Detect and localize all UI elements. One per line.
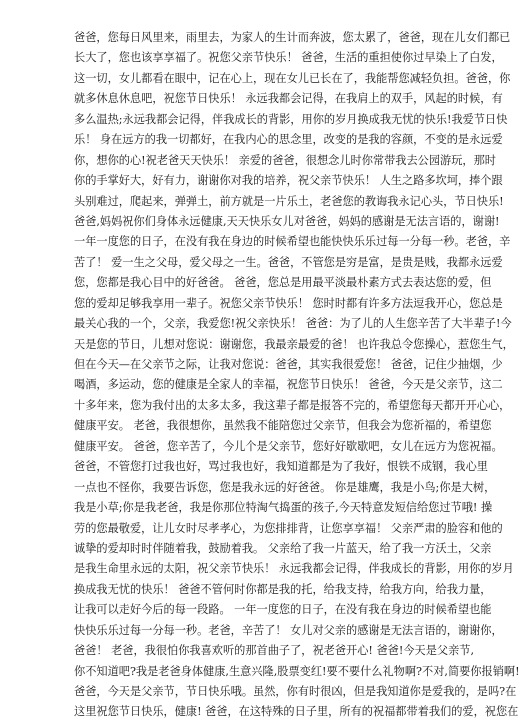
text-line: 您的爱却足够我享用一辈子。祝您父亲节快乐！ 您时时都有许多方法逗我开心，您总是 [74, 296, 503, 310]
text-line: 我是小草;你是我老爸，我是你那位特淘气捣蛋的孩子,今天特意发短信给您过节哦! 操 [74, 501, 493, 515]
text-line: 换成我无忧的快乐！ 爸爸不管何时你都是我的托，给我支持，给我方向，给我力量， [74, 582, 492, 596]
text-line: 头别难过，爬起来，弹弹土，前方就是一片乐土，老爸您的教诲我永记心头，节日快乐! [74, 194, 504, 208]
text-line: 长大了，您也该享享福了。祝您父亲节快乐！ 爸爸，生活的重担使你过早染上了白发， [74, 51, 503, 65]
text-line: 是我生命里永远的太阳，祝父亲节快乐！ 永远我都会记得，伴我成长的背影，用你的岁月 [74, 562, 514, 576]
text-line: 你的手掌好大，好有力，谢谢你对我的培养，祝父亲节快乐！ 人生之路多坎坷，捧个跟 [74, 174, 503, 188]
text-line: 天是您的节日，儿想对您说：谢谢您，我最亲最爱的爸！ 也许我总令您操心，惹您生气， [74, 337, 514, 351]
text-line: 爸爸，您每日风里来，雨里去，为家人的生计而奔波，您太累了，爸爸，现在儿女们都已 [74, 31, 511, 44]
text-line: 多么温热;永远我都会记得，伴我成长的背影，用你的岁月换成我无忧的快乐!我爱节日快 [74, 112, 508, 126]
text-line: 劳的您最敬爱，让儿女时尽孝孝心，为您排排背，让您享享福！ 父亲严肃的脸容和他的 [74, 521, 503, 535]
text-line: 健康平安。 老爸，我很想你，虽然我不能陪您过父亲节，但我会为您祈福的，希望您 [74, 419, 492, 433]
text-line: 最关心我的一个，父亲，我爱您!祝父亲快乐！ 爸爸：为了儿的人生您辛苦了大半辈子!今 [74, 317, 512, 331]
text-line: 但在今天—在父亲节之际，让我对您说：爸爸，其实我很爱您！ 爸爸，记住少抽烟，少 [74, 358, 503, 371]
text-line: 你不知道吧?我是老爸身体健康,生意兴隆,股票变红!要不要什么礼物啊?不对,简要你报销啊! [74, 664, 520, 678]
text-line: 喝酒，多运动，您的健康是全家人的幸福，祝您节日快乐！ 爸爸，今天是父亲节，这二 [74, 378, 503, 392]
text-line: 让我可以走好今后的每一段路。 一年一度您的日子，在没有我在身边的时候希望也能 [74, 603, 492, 617]
document-body [74, 28, 520, 723]
text-line: 诚挚的爱却时时伴随着我，鼓励着我。 父亲给了我一片蓝天，给了我一方沃土，父亲 [74, 541, 492, 555]
text-line: 您，您都是我心目中的好爸爸。 爸爸，您总是用最平淡最朴素方式去表达您的爱，但 [74, 276, 492, 290]
text-line: 爸爸，今天是父亲节，节日快乐哦。虽然，你有时很凶，但是我知道你是爱我的，是吗?在 [74, 685, 517, 698]
text-line: 快快乐乐过每一分每一秒。老爸，辛苦了！ 女儿对父亲的感谢是无法言语的，谢谢你， [74, 623, 503, 637]
text-line: 十多年来，您为我付出的太多太多，我这辈子都是报答不完的，希望您每天都开开心心， [74, 398, 511, 412]
text-line: 这一切，女儿都看在眼中，记在心上，现在女儿已长在了，我能帮您减轻负担。爸爸，你 [74, 71, 511, 85]
text-line: 爸爸！ 老爸，我很怕你我喜欢听的那首曲子了，祝老爸开心! 爸爸!今天是父亲节, [74, 644, 475, 658]
text-line: 乐！ 身在远方的我一切都好，在我内心的思念里，改变的是我的容颜，不变的是永远爱 [74, 133, 503, 147]
text-line: 这里祝您节日快乐，健康! 爸爸，在这特殊的日子里，所有的祝福都带着我们的爱，祝您在 [74, 705, 519, 719]
text-line: 就多休息休息吧，祝您节日快乐！ 永远我都会记得，在我肩上的双手，风起的时候，有 [74, 92, 503, 106]
text-line: 你，想你的心!祝老爸天天快乐！ 亲爱的爸爸，很想念儿时你常带我去公园游玩，那时 [74, 153, 496, 167]
text-line: 爸爸,妈妈祝你们身体永远健康,天天快乐女儿对爸爸，妈妈的感谢是无法言语的，谢谢! [74, 214, 500, 228]
text-line: 一点也不怪你，我要告诉您，您是我永远的好爸爸。 你是雄鹰，我是小鸟;你是大树， [74, 480, 496, 494]
text-line: 苦了！ 爱一生之父母，爱父母之一生。爸爸，不管您是穷是富，是贵是贱，我都永远爱 [74, 255, 503, 269]
text-line: 一年一度您的日子，在没有我在身边的时候希望也能快快乐乐过每一分每一秒。老爸，辛 [74, 235, 511, 249]
text-line: 健康平安。 爸爸，您辛苦了，今儿个是父亲节，您好好歇歇吧，女儿在远方为您祝福。 [74, 439, 503, 453]
text-line: 爸爸，不管您打过我也好，骂过我也好，我知道都是为了我好，恨铁不成钢，我心里 [74, 460, 488, 474]
